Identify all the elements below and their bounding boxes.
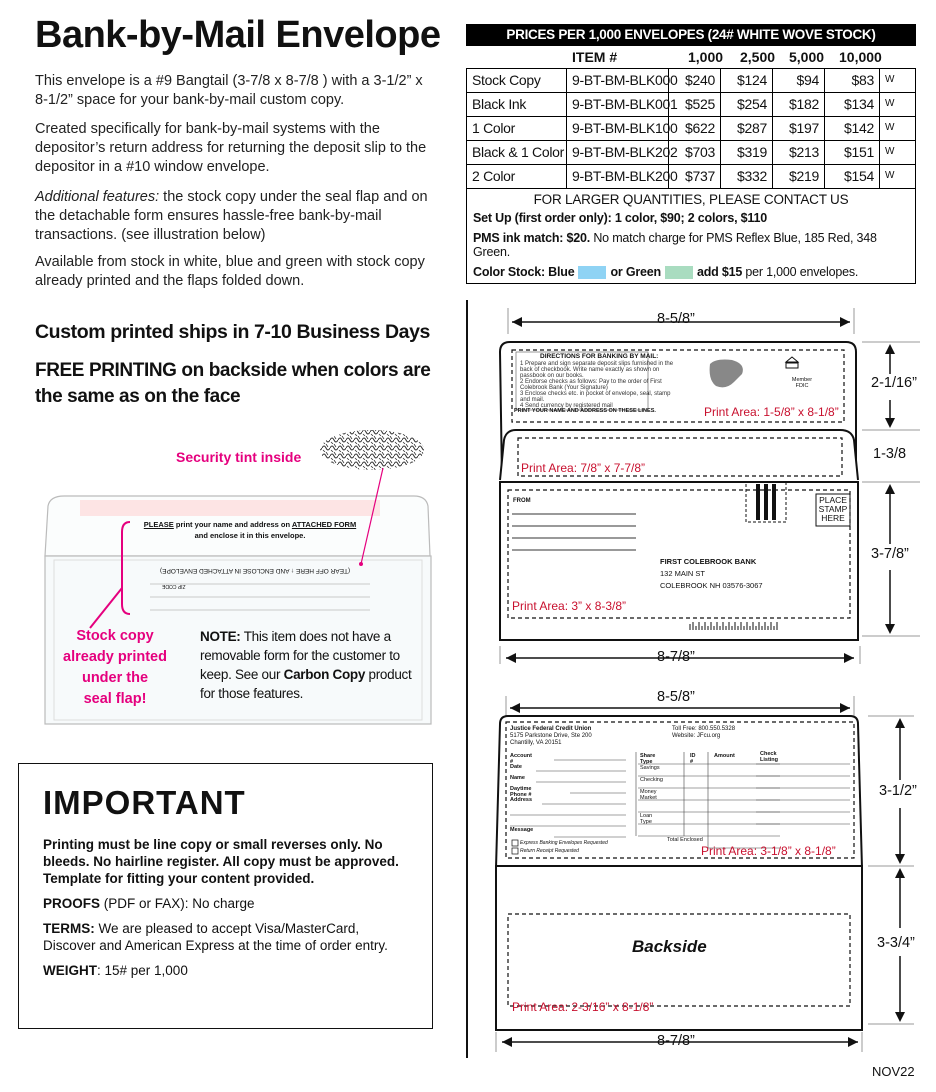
- proofs-text: (PDF or FAX): No charge: [100, 896, 255, 911]
- row-stock-code: W: [885, 170, 895, 181]
- front-dim-bottom: 8-7/8”: [657, 649, 695, 665]
- return-receipt: Return Receipt Requested: [520, 848, 579, 854]
- weight-line: [43, 962, 408, 979]
- features-label: Additional features:: [35, 189, 160, 205]
- price-row: [467, 117, 915, 141]
- total-enclosed: Total Enclosed: [667, 837, 703, 843]
- credit-union-contact: [672, 726, 735, 740]
- bank-street: 132 MAIN ST: [660, 569, 706, 578]
- envelope-instruction: [120, 519, 380, 541]
- member-fdic: Member FDIC: [791, 377, 813, 389]
- directions-line: 4 Send currency by registered mail: [520, 403, 613, 409]
- column-divider: [466, 300, 468, 1058]
- directions-line: 2 Endorse checks as follows: Pay to the order of First: [520, 379, 662, 385]
- price-notes: [467, 189, 915, 283]
- share-type-col: Share Type: [640, 753, 656, 765]
- row-item-number: 9-BT-BM-BLK000: [567, 69, 669, 92]
- price-table-header: PRICES PER 1,000 ENVELOPES (24# WHITE WOVE STOCK): [466, 24, 916, 46]
- directions-footer: PRINT YOUR NAME AND ADDRESS ON THESE LINES.: [514, 408, 656, 414]
- green-swatch: [665, 266, 693, 279]
- backside-label: Backside: [632, 937, 707, 956]
- row-price-5000: $94: [773, 69, 825, 92]
- bank-name: FIRST COLEBROOK BANK: [660, 557, 757, 566]
- important-heading: IMPORTANT: [43, 784, 246, 821]
- field-phone: Daytime Phone #: [510, 786, 532, 798]
- row-price-2500: $124: [721, 69, 773, 92]
- color-stock-label: Color Stock: Blue: [473, 265, 575, 279]
- id-col: ID #: [690, 753, 696, 765]
- security-tint-swatch: [320, 430, 424, 470]
- field-date: Date: [510, 764, 522, 770]
- note-text-1: This item does not have a removable form for the customer to keep. See our: [200, 629, 400, 682]
- back-dim-lower: 3-3/4”: [877, 935, 915, 951]
- price-table-grid: [466, 68, 916, 284]
- row-price-10000: $142: [825, 117, 880, 140]
- toll-free: Toll Free: 800.550.5328: [672, 726, 736, 732]
- row-price-10000: $83: [825, 69, 880, 92]
- page-title: Bank-by-Mail Envelope: [35, 14, 441, 56]
- credit-union-address: [510, 726, 592, 747]
- row-price-1000: $622: [669, 117, 721, 140]
- directions-list: [520, 361, 674, 409]
- row-price-1000: $525: [669, 93, 721, 116]
- price-row: [467, 69, 915, 93]
- enclose-text: and enclose it in this envelope.: [194, 531, 306, 540]
- credit-union-addr1: 5175 Parkstone Drive, Ste 200: [510, 733, 592, 739]
- price-row: [467, 93, 915, 117]
- blue-swatch: [578, 266, 606, 279]
- row-price-5000: $219: [773, 165, 825, 188]
- row-price-5000: $213: [773, 141, 825, 164]
- zip-code-text: ZIP CODE: [162, 583, 186, 589]
- free-printing-rest: on backside when colors are the same as on the face: [35, 360, 431, 407]
- proofs-line: [43, 895, 408, 912]
- col-5000: 5,000: [789, 49, 825, 65]
- back-dim-bottom: 8-7/8”: [657, 1033, 695, 1049]
- weight-text: : 15# per 1,000: [97, 963, 188, 978]
- free-printing-note: [35, 358, 435, 410]
- intro-paragraph-features: [35, 188, 435, 245]
- front-dim-top: 8-5/8”: [657, 311, 695, 327]
- stock-copy-callout: [52, 626, 178, 710]
- price-table: [466, 24, 916, 284]
- setup-fee: Set Up (first order only): 1 color, $90; 2 colors, $110: [473, 211, 767, 225]
- field-address: Address: [510, 797, 533, 803]
- col-1000: 1,000: [688, 49, 724, 65]
- stock-copy-line-3: under the: [81, 670, 149, 686]
- terms-line: [43, 920, 408, 954]
- row-product-name: Black Ink: [467, 93, 567, 116]
- row-product-name: 1 Color: [467, 117, 567, 140]
- row-product-name: Stock Copy: [467, 69, 567, 92]
- col-10000: 10,000: [839, 49, 882, 65]
- row-price-2500: $287: [721, 117, 773, 140]
- features-text: the stock copy under the seal flap and on the detachable form ensures hassle-free bank-by-mail transactions. (see illustration below): [35, 189, 428, 243]
- row-stock-code: W: [885, 74, 895, 85]
- bank-city: COLEBROOK NH 03576-3067: [660, 581, 763, 590]
- intro-paragraph-size: This envelope is a #9 Bangtail (3-7/8 x 8-7/8 ) with a 3-1/2” x 8-1/2” space for your bank-by-mail custom copy.: [35, 73, 423, 108]
- field-name: Name: [510, 775, 525, 781]
- larger-quantities: FOR LARGER QUANTITIES, PLEASE CONTACT US: [533, 192, 849, 207]
- place-stamp-line: PLACE: [819, 495, 847, 505]
- note-label: NOTE:: [200, 629, 241, 644]
- directions-line: passbook on our books.: [520, 373, 584, 379]
- place-stamp-line: STAMP: [818, 504, 848, 514]
- place-stamp-line: HERE: [821, 513, 845, 523]
- price-row: [467, 165, 915, 189]
- row-price-2500: $254: [721, 93, 773, 116]
- row-item-number: 9-BT-BM-BLK200: [567, 165, 669, 188]
- bank-address: [660, 556, 763, 592]
- carbon-copy-product: Carbon Copy: [283, 667, 366, 682]
- share-row-money-market: Money Market: [640, 789, 657, 801]
- price-table-column-headers: [466, 46, 916, 68]
- intro-paragraph-purpose: Created specifically for bank-by-mail systems with the depositor’s return address for returning the deposit slip to the depositor in a #10 window envelope.: [35, 121, 427, 175]
- front-dim-body: 3-7/8”: [871, 546, 909, 562]
- important-box: [18, 763, 433, 1029]
- printing-rules: Printing must be line copy or small reverses only. No bleeds. No hairline register. All copy must be approved. Template for fitting your content provided.: [43, 837, 399, 886]
- row-price-10000: $151: [825, 141, 880, 164]
- tear-off-text: (TEAR OFF HERE ↑ AND ENCLOSE IN ATTACHED ENVELOPE): [160, 567, 351, 574]
- row-price-10000: $154: [825, 165, 880, 188]
- check-listing-col: Check Listing: [760, 751, 779, 763]
- free-printing-bold: FREE PRINTING: [35, 360, 177, 381]
- directions-line: back of checkbook. Write name exactly as shown on: [520, 367, 660, 373]
- row-price-2500: $332: [721, 165, 773, 188]
- from-label: FROM: [513, 498, 531, 504]
- row-price-1000: $240: [669, 69, 721, 92]
- front-dim-flap: 2-1/16”: [871, 375, 917, 391]
- back-dim-upper: 3-1/2”: [879, 783, 917, 799]
- row-product-name: 2 Color: [467, 165, 567, 188]
- share-row-checking: Checking: [640, 777, 663, 783]
- directions-line: 3 Enclose checks etc. in pocket of envelope, seal, stamp: [520, 391, 671, 397]
- row-price-10000: $134: [825, 93, 880, 116]
- back-dim-top: 8-5/8”: [657, 689, 695, 705]
- please-word: PLEASE: [143, 520, 174, 529]
- stock-copy-line-2: already printed: [63, 649, 167, 665]
- row-product-name: Black & 1 Color: [467, 141, 567, 164]
- credit-union-addr2: Chantilly, VA 20151: [510, 740, 562, 746]
- row-price-5000: $197: [773, 117, 825, 140]
- shipping-heading: Custom printed ships in 7-10 Business Days: [35, 321, 430, 343]
- share-row-loan-type: Loan Type: [640, 813, 653, 825]
- intro-paragraph-availability: Available from stock in white, blue and green with stock copy already printed and the flaps folded down.: [35, 254, 425, 289]
- directions-line: 1 Prepare and sign separate deposit slips furnished in the: [520, 361, 674, 367]
- proofs-label: PROOFS: [43, 896, 101, 911]
- row-price-5000: $182: [773, 93, 825, 116]
- col-item: ITEM #: [572, 49, 618, 65]
- terms-text: We are pleased to accept Visa/MasterCard, Discover and American Express at the time of order entry.: [43, 921, 388, 953]
- attached-form-word: ATTACHED FORM: [291, 520, 357, 529]
- amount-col: Amount: [714, 753, 735, 759]
- row-price-1000: $737: [669, 165, 721, 188]
- row-stock-code: W: [885, 122, 895, 133]
- price-row: [467, 141, 915, 165]
- stock-copy-line-4: seal flap!: [83, 691, 147, 707]
- place-stamp-box: [817, 496, 849, 523]
- field-message: Message: [510, 827, 534, 833]
- row-price-2500: $319: [721, 141, 773, 164]
- color-stock-green: or Green: [610, 265, 661, 279]
- row-item-number: 9-BT-BM-BLK001: [567, 93, 669, 116]
- directions-title: DIRECTIONS FOR BANKING BY MAIL:: [540, 353, 659, 360]
- row-price-1000: $703: [669, 141, 721, 164]
- row-stock-code: W: [885, 146, 895, 157]
- share-row-savings: Savings: [640, 765, 660, 771]
- stock-copy-line-1: Stock copy: [76, 628, 154, 644]
- back-print-area-lower: Print Area: 2-3/16” x 8-1/8”: [512, 1000, 654, 1014]
- front-print-area-flap: Print Area: 1-5/8” x 8-1/8”: [704, 405, 839, 419]
- note-text-2: product for those features.: [200, 667, 412, 701]
- website: Website: JFcu.org: [672, 733, 721, 739]
- please-text: print your name and address on: [173, 520, 292, 529]
- security-tint-label: Security tint inside: [176, 449, 302, 465]
- row-stock-code: W: [885, 98, 895, 109]
- directions-line: and mail.: [520, 397, 545, 403]
- terms-label: TERMS:: [43, 921, 95, 936]
- field-account: Account #: [510, 753, 532, 765]
- front-dim-mid: 1-3/8: [873, 446, 907, 462]
- row-item-number: 9-BT-BM-BLK100: [567, 117, 669, 140]
- weight-label: WEIGHT: [43, 963, 97, 978]
- directions-line: Colebrook Bank (Your Signature): [520, 385, 608, 391]
- color-stock-add: add $15: [696, 265, 743, 279]
- row-item-number: 9-BT-BM-BLK202: [567, 141, 669, 164]
- revision-code: NOV22: [872, 1064, 915, 1079]
- credit-union-name: Justice Federal Credit Union: [510, 726, 592, 732]
- express-banking: Express Banking Envelopes Requested: [520, 840, 608, 846]
- carbon-copy-note: [200, 627, 415, 703]
- front-print-area-body: Print Area: 3” x 8-3/8”: [512, 599, 627, 613]
- front-print-area-seal: Print Area: 7/8” x 7-7/8”: [521, 461, 646, 475]
- col-2500: 2,500: [740, 49, 776, 65]
- pms-text: No match charge for PMS Reflex Blue, 185 Red, 348 Green.: [473, 231, 877, 259]
- color-stock-rest: per 1,000 envelopes.: [742, 265, 859, 279]
- pms-label: PMS ink match: $20.: [473, 231, 591, 245]
- back-print-area-upper: Print Area: 3-1/8” x 8-1/8”: [701, 844, 836, 858]
